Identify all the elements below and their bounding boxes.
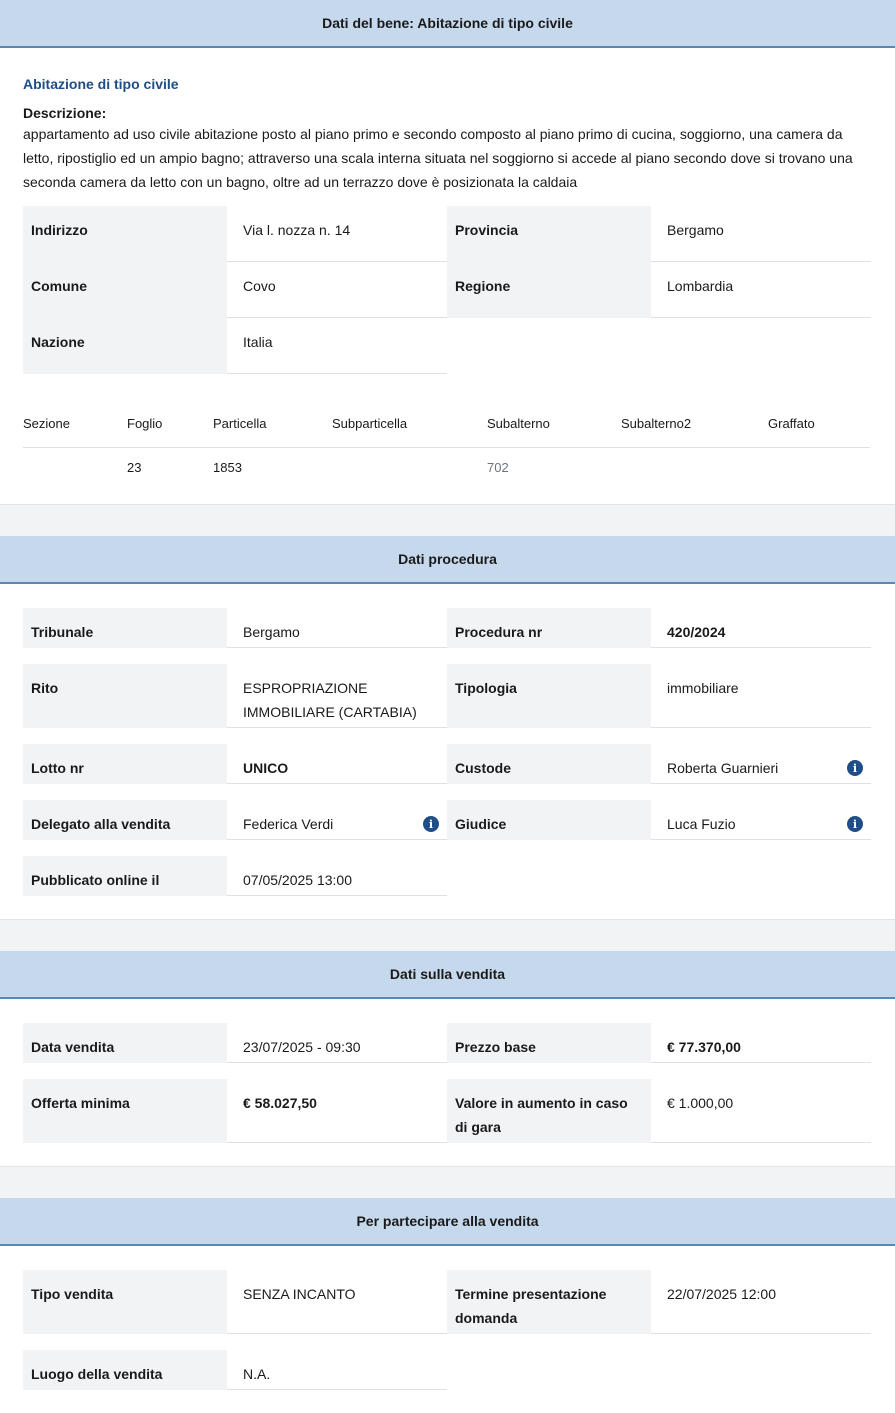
label-regione: Regione: [447, 262, 651, 318]
value-valore-aumento: € 1.000,00: [651, 1079, 871, 1143]
value-comune: Covo: [227, 262, 447, 318]
desc-text: appartamento ad uso civile abitazione posto al piano primo e secondo composto al piano primo di cucina, soggiorno, una camera da letto, ripostiglio ed un ampio bagno; attraverso una scala interna situata nel soggiorno si accede al piano secondo dove si trovano una seconda camera da letto con un bagno, oltre ad un terrazzo dove è posizionata la caldaia: [23, 126, 853, 190]
value-indirizzo: Via l. nozza n. 14: [227, 206, 447, 262]
value-delegato: [227, 800, 447, 840]
label-lotto: Lotto nr: [23, 744, 227, 784]
label-indirizzo: Indirizzo: [23, 206, 227, 262]
value-regione: Lombardia: [651, 262, 871, 318]
catasto-header: [23, 400, 870, 448]
cell-subalterno: 702: [487, 459, 509, 475]
value-giudice: [651, 800, 871, 840]
value-rito: ESPROPRIAZIONE IMMOBILIARE (CARTABIA): [227, 664, 447, 728]
label-provincia: Provincia: [447, 206, 651, 262]
label-termine: Termine presentazione domanda: [447, 1270, 651, 1334]
card-header-bene: Dati del bene: Abitazione di tipo civile: [0, 0, 895, 48]
card-dati-vendita: [0, 951, 895, 1167]
col-graffato: Graffato: [768, 416, 815, 431]
label-comune: Comune: [23, 262, 227, 318]
label-custode: Custode: [447, 744, 651, 784]
label-tipo-vendita: Tipo vendita: [23, 1270, 227, 1334]
value-tipo-vendita: SENZA INCANTO: [227, 1270, 447, 1334]
label-nazione: Nazione: [23, 318, 227, 374]
label-prezzo-base: Prezzo base: [447, 1023, 651, 1063]
value-pubblicato: 07/05/2025 13:00: [227, 856, 447, 896]
value-termine: 22/07/2025 12:00: [651, 1270, 871, 1334]
col-foglio: Foglio: [127, 416, 163, 431]
value-procedura: 420/2024: [651, 608, 871, 648]
value-custode: [651, 744, 871, 784]
value-luogo: N.A.: [227, 1350, 447, 1390]
label-luogo: Luogo della vendita: [23, 1350, 227, 1390]
info-icon[interactable]: i: [847, 816, 863, 832]
label-rito: Rito: [23, 664, 227, 728]
label-pubblicato: Pubblicato online il: [23, 856, 227, 896]
value-tipologia: immobiliare: [651, 664, 871, 728]
card-header-procedura: Dati procedura: [0, 536, 895, 584]
col-subparticella: Subparticella: [332, 416, 408, 431]
col-subalterno: Subalterno: [487, 416, 550, 431]
value-tribunale: Bergamo: [227, 608, 447, 648]
label-delegato: Delegato alla vendita: [23, 800, 227, 840]
col-sezione: Sezione: [23, 416, 70, 431]
card-dati-bene: [0, 0, 895, 505]
info-icon[interactable]: i: [423, 816, 439, 832]
bene-subtitle: Abitazione di tipo civile: [23, 76, 179, 92]
label-tribunale: Tribunale: [23, 608, 227, 648]
table-row: [23, 448, 870, 486]
delegato-name: Federica Verdi: [243, 816, 334, 832]
card-dati-procedura: [0, 536, 895, 920]
value-provincia: Bergamo: [651, 206, 871, 262]
card-partecipare: [0, 1198, 895, 1413]
catasto-table: [23, 400, 870, 486]
value-lotto: UNICO: [227, 744, 447, 784]
card-header-partecipare: Per partecipare alla vendita: [0, 1198, 895, 1246]
label-valore-aumento: Valore in aumento in caso di gara: [447, 1079, 651, 1143]
label-tipologia: Tipologia: [447, 664, 651, 728]
cell-particella: 1853: [213, 459, 242, 475]
label-giudice: Giudice: [447, 800, 651, 840]
desc-label: Descrizione:: [23, 105, 107, 121]
value-prezzo-base: € 77.370,00: [651, 1023, 871, 1063]
col-particella: Particella: [213, 416, 267, 431]
label-data-vendita: Data vendita: [23, 1023, 227, 1063]
label-offerta-minima: Offerta minima: [23, 1079, 227, 1143]
label-procedura: Procedura nr: [447, 608, 651, 648]
custode-name: Roberta Guarnieri: [667, 760, 779, 776]
value-nazione: Italia: [227, 318, 447, 374]
giudice-name: Luca Fuzio: [667, 816, 736, 832]
card-header-vendita: Dati sulla vendita: [0, 951, 895, 999]
value-offerta-minima: € 58.027,50: [227, 1079, 447, 1143]
info-icon[interactable]: i: [847, 760, 863, 776]
col-subalterno2: Subalterno2: [621, 416, 692, 431]
cell-foglio: 23: [127, 459, 142, 475]
value-data-vendita: 23/07/2025 - 09:30: [227, 1023, 447, 1063]
